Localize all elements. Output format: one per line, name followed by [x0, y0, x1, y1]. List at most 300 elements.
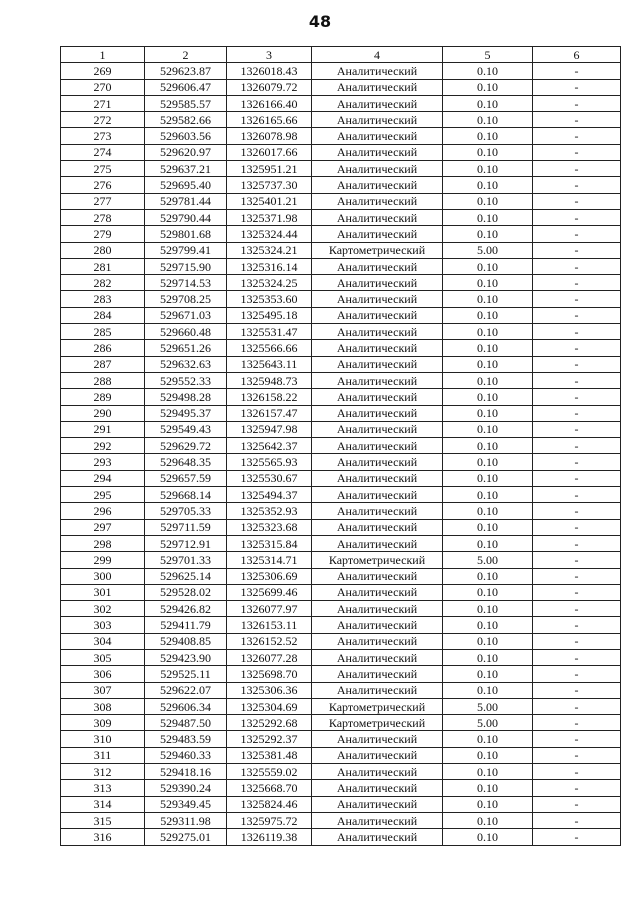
- x-coordinate-cell: 529695.40: [145, 177, 227, 193]
- accuracy-cell: 0.10: [443, 226, 533, 242]
- note-cell: -: [533, 780, 621, 796]
- table-row: [61, 812, 621, 828]
- point-number-cell: 270: [61, 79, 145, 95]
- accuracy-cell: 0.10: [443, 731, 533, 747]
- point-number-cell: 271: [61, 95, 145, 111]
- table-row: [61, 454, 621, 470]
- note-cell: -: [533, 340, 621, 356]
- method-cell: Аналитический: [312, 812, 443, 828]
- note-cell: -: [533, 470, 621, 486]
- accuracy-cell: 0.10: [443, 796, 533, 812]
- accuracy-cell: 0.10: [443, 601, 533, 617]
- accuracy-cell: 0.10: [443, 63, 533, 79]
- y-coordinate-cell: 1325304.69: [227, 698, 312, 714]
- accuracy-cell: 0.10: [443, 275, 533, 291]
- method-cell: Аналитический: [312, 649, 443, 665]
- method-cell: Аналитический: [312, 633, 443, 649]
- point-number-cell: 316: [61, 829, 145, 845]
- x-coordinate-cell: 529606.47: [145, 79, 227, 95]
- table-body: [61, 63, 621, 845]
- method-cell: Аналитический: [312, 356, 443, 372]
- note-cell: -: [533, 601, 621, 617]
- y-coordinate-cell: 1325324.21: [227, 242, 312, 258]
- accuracy-cell: 0.10: [443, 666, 533, 682]
- method-cell: Аналитический: [312, 535, 443, 551]
- y-coordinate-cell: 1325668.70: [227, 780, 312, 796]
- method-cell: Аналитический: [312, 389, 443, 405]
- y-coordinate-cell: 1325324.25: [227, 275, 312, 291]
- table-row: [61, 128, 621, 144]
- table-row: [61, 698, 621, 714]
- x-coordinate-cell: 529311.98: [145, 812, 227, 828]
- note-cell: -: [533, 389, 621, 405]
- method-cell: Аналитический: [312, 144, 443, 160]
- note-cell: -: [533, 438, 621, 454]
- x-coordinate-cell: 529660.48: [145, 324, 227, 340]
- table-row: [61, 747, 621, 763]
- note-cell: -: [533, 161, 621, 177]
- x-coordinate-cell: 529528.02: [145, 584, 227, 600]
- y-coordinate-cell: 1325401.21: [227, 193, 312, 209]
- note-cell: -: [533, 242, 621, 258]
- x-coordinate-cell: 529423.90: [145, 649, 227, 665]
- note-cell: -: [533, 764, 621, 780]
- point-number-cell: 303: [61, 617, 145, 633]
- note-cell: -: [533, 731, 621, 747]
- accuracy-cell: 0.10: [443, 421, 533, 437]
- point-number-cell: 313: [61, 780, 145, 796]
- accuracy-cell: 0.10: [443, 112, 533, 128]
- point-number-cell: 285: [61, 324, 145, 340]
- note-cell: -: [533, 454, 621, 470]
- note-cell: -: [533, 307, 621, 323]
- accuracy-cell: 0.10: [443, 780, 533, 796]
- y-coordinate-cell: 1326077.97: [227, 601, 312, 617]
- method-cell: Аналитический: [312, 95, 443, 111]
- method-cell: Аналитический: [312, 568, 443, 584]
- x-coordinate-cell: 529637.21: [145, 161, 227, 177]
- note-cell: -: [533, 552, 621, 568]
- table-row: [61, 682, 621, 698]
- point-number-cell: 292: [61, 438, 145, 454]
- table-row: [61, 584, 621, 600]
- x-coordinate-cell: 529411.79: [145, 617, 227, 633]
- y-coordinate-cell: 1325306.36: [227, 682, 312, 698]
- method-cell: Аналитический: [312, 209, 443, 225]
- y-coordinate-cell: 1325975.72: [227, 812, 312, 828]
- table-row: [61, 144, 621, 160]
- method-cell: Аналитический: [312, 780, 443, 796]
- point-number-cell: 274: [61, 144, 145, 160]
- y-coordinate-cell: 1326018.43: [227, 63, 312, 79]
- table-row: [61, 242, 621, 258]
- note-cell: -: [533, 503, 621, 519]
- point-number-cell: 306: [61, 666, 145, 682]
- accuracy-cell: 0.10: [443, 144, 533, 160]
- method-cell: Аналитический: [312, 796, 443, 812]
- x-coordinate-cell: 529657.59: [145, 470, 227, 486]
- accuracy-cell: 0.10: [443, 682, 533, 698]
- table-row: [61, 421, 621, 437]
- method-cell: Аналитический: [312, 307, 443, 323]
- table-row: [61, 209, 621, 225]
- y-coordinate-cell: 1325352.93: [227, 503, 312, 519]
- table-row: [61, 63, 621, 79]
- note-cell: -: [533, 275, 621, 291]
- point-number-cell: 281: [61, 258, 145, 274]
- x-coordinate-cell: 529622.07: [145, 682, 227, 698]
- point-number-cell: 282: [61, 275, 145, 291]
- accuracy-cell: 0.10: [443, 209, 533, 225]
- method-cell: Аналитический: [312, 340, 443, 356]
- table-row: [61, 307, 621, 323]
- point-number-cell: 295: [61, 487, 145, 503]
- method-cell: Картометрический: [312, 242, 443, 258]
- point-number-cell: 307: [61, 682, 145, 698]
- point-number-cell: 312: [61, 764, 145, 780]
- y-coordinate-cell: 1325566.66: [227, 340, 312, 356]
- x-coordinate-cell: 529714.53: [145, 275, 227, 291]
- method-cell: Аналитический: [312, 128, 443, 144]
- note-cell: -: [533, 79, 621, 95]
- note-cell: -: [533, 372, 621, 388]
- note-cell: -: [533, 144, 621, 160]
- column-header-5: 5: [443, 47, 533, 63]
- x-coordinate-cell: 529460.33: [145, 747, 227, 763]
- method-cell: Аналитический: [312, 829, 443, 845]
- table-row: [61, 487, 621, 503]
- x-coordinate-cell: 529632.63: [145, 356, 227, 372]
- table-row: [61, 731, 621, 747]
- y-coordinate-cell: 1326153.11: [227, 617, 312, 633]
- point-number-cell: 308: [61, 698, 145, 714]
- table-row: [61, 715, 621, 731]
- accuracy-cell: 0.10: [443, 307, 533, 323]
- method-cell: Аналитический: [312, 63, 443, 79]
- method-cell: Аналитический: [312, 177, 443, 193]
- method-cell: Аналитический: [312, 747, 443, 763]
- note-cell: -: [533, 568, 621, 584]
- point-number-cell: 279: [61, 226, 145, 242]
- point-number-cell: 277: [61, 193, 145, 209]
- column-header-1: 1: [61, 47, 145, 63]
- note-cell: -: [533, 112, 621, 128]
- accuracy-cell: 0.10: [443, 812, 533, 828]
- accuracy-cell: 5.00: [443, 715, 533, 731]
- y-coordinate-cell: 1325559.02: [227, 764, 312, 780]
- x-coordinate-cell: 529711.59: [145, 519, 227, 535]
- method-cell: Аналитический: [312, 421, 443, 437]
- method-cell: Аналитический: [312, 601, 443, 617]
- accuracy-cell: 0.10: [443, 291, 533, 307]
- point-number-cell: 314: [61, 796, 145, 812]
- note-cell: -: [533, 324, 621, 340]
- x-coordinate-cell: 529487.50: [145, 715, 227, 731]
- page-number: 48: [308, 12, 332, 31]
- table-row: [61, 535, 621, 551]
- point-number-cell: 273: [61, 128, 145, 144]
- method-cell: Аналитический: [312, 405, 443, 421]
- accuracy-cell: 0.10: [443, 324, 533, 340]
- method-cell: Аналитический: [312, 682, 443, 698]
- x-coordinate-cell: 529408.85: [145, 633, 227, 649]
- y-coordinate-cell: 1325324.44: [227, 226, 312, 242]
- table-row: [61, 470, 621, 486]
- accuracy-cell: 0.10: [443, 193, 533, 209]
- method-cell: Аналитический: [312, 275, 443, 291]
- x-coordinate-cell: 529349.45: [145, 796, 227, 812]
- accuracy-cell: 0.10: [443, 584, 533, 600]
- table-row: [61, 356, 621, 372]
- accuracy-cell: 0.10: [443, 438, 533, 454]
- x-coordinate-cell: 529668.14: [145, 487, 227, 503]
- x-coordinate-cell: 529620.97: [145, 144, 227, 160]
- accuracy-cell: 0.10: [443, 454, 533, 470]
- y-coordinate-cell: 1326079.72: [227, 79, 312, 95]
- y-coordinate-cell: 1326152.52: [227, 633, 312, 649]
- accuracy-cell: 0.10: [443, 764, 533, 780]
- point-number-cell: 280: [61, 242, 145, 258]
- note-cell: -: [533, 649, 621, 665]
- method-cell: Аналитический: [312, 454, 443, 470]
- y-coordinate-cell: 1325314.71: [227, 552, 312, 568]
- accuracy-cell: 0.10: [443, 372, 533, 388]
- x-coordinate-cell: 529418.16: [145, 764, 227, 780]
- accuracy-cell: 0.10: [443, 503, 533, 519]
- x-coordinate-cell: 529585.57: [145, 95, 227, 111]
- point-number-cell: 288: [61, 372, 145, 388]
- point-number-cell: 289: [61, 389, 145, 405]
- x-coordinate-cell: 529275.01: [145, 829, 227, 845]
- x-coordinate-cell: 529651.26: [145, 340, 227, 356]
- point-number-cell: 283: [61, 291, 145, 307]
- method-cell: Аналитический: [312, 519, 443, 535]
- point-number-cell: 272: [61, 112, 145, 128]
- table-row: [61, 291, 621, 307]
- table-row: [61, 258, 621, 274]
- x-coordinate-cell: 529606.34: [145, 698, 227, 714]
- table-header-row: [61, 47, 621, 63]
- accuracy-cell: 0.10: [443, 258, 533, 274]
- accuracy-cell: 0.10: [443, 389, 533, 405]
- y-coordinate-cell: 1325292.68: [227, 715, 312, 731]
- x-coordinate-cell: 529603.56: [145, 128, 227, 144]
- method-cell: Аналитический: [312, 470, 443, 486]
- note-cell: -: [533, 519, 621, 535]
- table-row: [61, 568, 621, 584]
- table-row: [61, 829, 621, 845]
- method-cell: Картометрический: [312, 715, 443, 731]
- table-row: [61, 649, 621, 665]
- accuracy-cell: 0.10: [443, 747, 533, 763]
- point-number-cell: 302: [61, 601, 145, 617]
- accuracy-cell: 0.10: [443, 95, 533, 111]
- y-coordinate-cell: 1326165.66: [227, 112, 312, 128]
- x-coordinate-cell: 529799.41: [145, 242, 227, 258]
- table-row: [61, 79, 621, 95]
- y-coordinate-cell: 1326119.38: [227, 829, 312, 845]
- note-cell: -: [533, 535, 621, 551]
- method-cell: Аналитический: [312, 487, 443, 503]
- y-coordinate-cell: 1325699.46: [227, 584, 312, 600]
- column-header-4: 4: [312, 47, 443, 63]
- point-number-cell: 299: [61, 552, 145, 568]
- method-cell: Аналитический: [312, 438, 443, 454]
- column-header-6: 6: [533, 47, 621, 63]
- point-number-cell: 278: [61, 209, 145, 225]
- method-cell: Аналитический: [312, 79, 443, 95]
- table-row: [61, 633, 621, 649]
- point-number-cell: 275: [61, 161, 145, 177]
- method-cell: Аналитический: [312, 112, 443, 128]
- x-coordinate-cell: 529801.68: [145, 226, 227, 242]
- x-coordinate-cell: 529701.33: [145, 552, 227, 568]
- point-number-cell: 269: [61, 63, 145, 79]
- table-row: [61, 177, 621, 193]
- point-number-cell: 276: [61, 177, 145, 193]
- accuracy-cell: 0.10: [443, 519, 533, 535]
- point-number-cell: 300: [61, 568, 145, 584]
- y-coordinate-cell: 1325353.60: [227, 291, 312, 307]
- table-row: [61, 503, 621, 519]
- y-coordinate-cell: 1325948.73: [227, 372, 312, 388]
- y-coordinate-cell: 1325947.98: [227, 421, 312, 437]
- table-row: [61, 193, 621, 209]
- x-coordinate-cell: 529671.03: [145, 307, 227, 323]
- table-row: [61, 666, 621, 682]
- x-coordinate-cell: 529582.66: [145, 112, 227, 128]
- point-number-cell: 287: [61, 356, 145, 372]
- x-coordinate-cell: 529498.28: [145, 389, 227, 405]
- table-row: [61, 780, 621, 796]
- x-coordinate-cell: 529648.35: [145, 454, 227, 470]
- table-row: [61, 764, 621, 780]
- point-number-cell: 291: [61, 421, 145, 437]
- table-row: [61, 95, 621, 111]
- method-cell: Аналитический: [312, 324, 443, 340]
- accuracy-cell: 0.10: [443, 470, 533, 486]
- y-coordinate-cell: 1325565.93: [227, 454, 312, 470]
- y-coordinate-cell: 1325824.46: [227, 796, 312, 812]
- note-cell: -: [533, 666, 621, 682]
- y-coordinate-cell: 1325530.67: [227, 470, 312, 486]
- method-cell: Аналитический: [312, 584, 443, 600]
- y-coordinate-cell: 1325381.48: [227, 747, 312, 763]
- y-coordinate-cell: 1325371.98: [227, 209, 312, 225]
- note-cell: -: [533, 356, 621, 372]
- method-cell: Аналитический: [312, 161, 443, 177]
- point-number-cell: 290: [61, 405, 145, 421]
- table-row: [61, 438, 621, 454]
- point-number-cell: 315: [61, 812, 145, 828]
- table-row: [61, 601, 621, 617]
- accuracy-cell: 5.00: [443, 552, 533, 568]
- accuracy-cell: 0.10: [443, 568, 533, 584]
- note-cell: -: [533, 177, 621, 193]
- note-cell: -: [533, 715, 621, 731]
- table-row: [61, 796, 621, 812]
- y-coordinate-cell: 1326078.98: [227, 128, 312, 144]
- point-number-cell: 293: [61, 454, 145, 470]
- x-coordinate-cell: 529549.43: [145, 421, 227, 437]
- point-number-cell: 284: [61, 307, 145, 323]
- point-number-cell: 311: [61, 747, 145, 763]
- method-cell: Аналитический: [312, 291, 443, 307]
- accuracy-cell: 0.10: [443, 340, 533, 356]
- note-cell: -: [533, 682, 621, 698]
- method-cell: Аналитический: [312, 666, 443, 682]
- column-header-2: 2: [145, 47, 227, 63]
- table-row: [61, 405, 621, 421]
- table-row: [61, 226, 621, 242]
- note-cell: -: [533, 128, 621, 144]
- point-number-cell: 286: [61, 340, 145, 356]
- x-coordinate-cell: 529781.44: [145, 193, 227, 209]
- x-coordinate-cell: 529625.14: [145, 568, 227, 584]
- y-coordinate-cell: 1326017.66: [227, 144, 312, 160]
- point-number-cell: 294: [61, 470, 145, 486]
- table-row: [61, 389, 621, 405]
- note-cell: -: [533, 226, 621, 242]
- y-coordinate-cell: 1326077.28: [227, 649, 312, 665]
- table-row: [61, 372, 621, 388]
- point-number-cell: 310: [61, 731, 145, 747]
- y-coordinate-cell: 1325292.37: [227, 731, 312, 747]
- x-coordinate-cell: 529790.44: [145, 209, 227, 225]
- accuracy-cell: 0.10: [443, 535, 533, 551]
- accuracy-cell: 5.00: [443, 242, 533, 258]
- accuracy-cell: 0.10: [443, 161, 533, 177]
- note-cell: -: [533, 698, 621, 714]
- x-coordinate-cell: 529705.33: [145, 503, 227, 519]
- y-coordinate-cell: 1325323.68: [227, 519, 312, 535]
- note-cell: -: [533, 63, 621, 79]
- x-coordinate-cell: 529525.11: [145, 666, 227, 682]
- table-row: [61, 519, 621, 535]
- note-cell: -: [533, 633, 621, 649]
- y-coordinate-cell: 1325643.11: [227, 356, 312, 372]
- note-cell: -: [533, 796, 621, 812]
- table-row: [61, 617, 621, 633]
- table-row: [61, 552, 621, 568]
- method-cell: Аналитический: [312, 258, 443, 274]
- note-cell: -: [533, 747, 621, 763]
- y-coordinate-cell: 1325642.37: [227, 438, 312, 454]
- method-cell: Аналитический: [312, 372, 443, 388]
- y-coordinate-cell: 1326157.47: [227, 405, 312, 421]
- method-cell: Картометрический: [312, 698, 443, 714]
- point-number-cell: 297: [61, 519, 145, 535]
- note-cell: -: [533, 95, 621, 111]
- note-cell: -: [533, 584, 621, 600]
- table-row: [61, 340, 621, 356]
- table-row: [61, 275, 621, 291]
- x-coordinate-cell: 529483.59: [145, 731, 227, 747]
- y-coordinate-cell: 1326158.22: [227, 389, 312, 405]
- x-coordinate-cell: 529495.37: [145, 405, 227, 421]
- x-coordinate-cell: 529390.24: [145, 780, 227, 796]
- x-coordinate-cell: 529708.25: [145, 291, 227, 307]
- note-cell: -: [533, 209, 621, 225]
- method-cell: Аналитический: [312, 764, 443, 780]
- point-number-cell: 301: [61, 584, 145, 600]
- accuracy-cell: 0.10: [443, 177, 533, 193]
- method-cell: Картометрический: [312, 552, 443, 568]
- y-coordinate-cell: 1325531.47: [227, 324, 312, 340]
- method-cell: Аналитический: [312, 503, 443, 519]
- note-cell: -: [533, 829, 621, 845]
- accuracy-cell: 0.10: [443, 649, 533, 665]
